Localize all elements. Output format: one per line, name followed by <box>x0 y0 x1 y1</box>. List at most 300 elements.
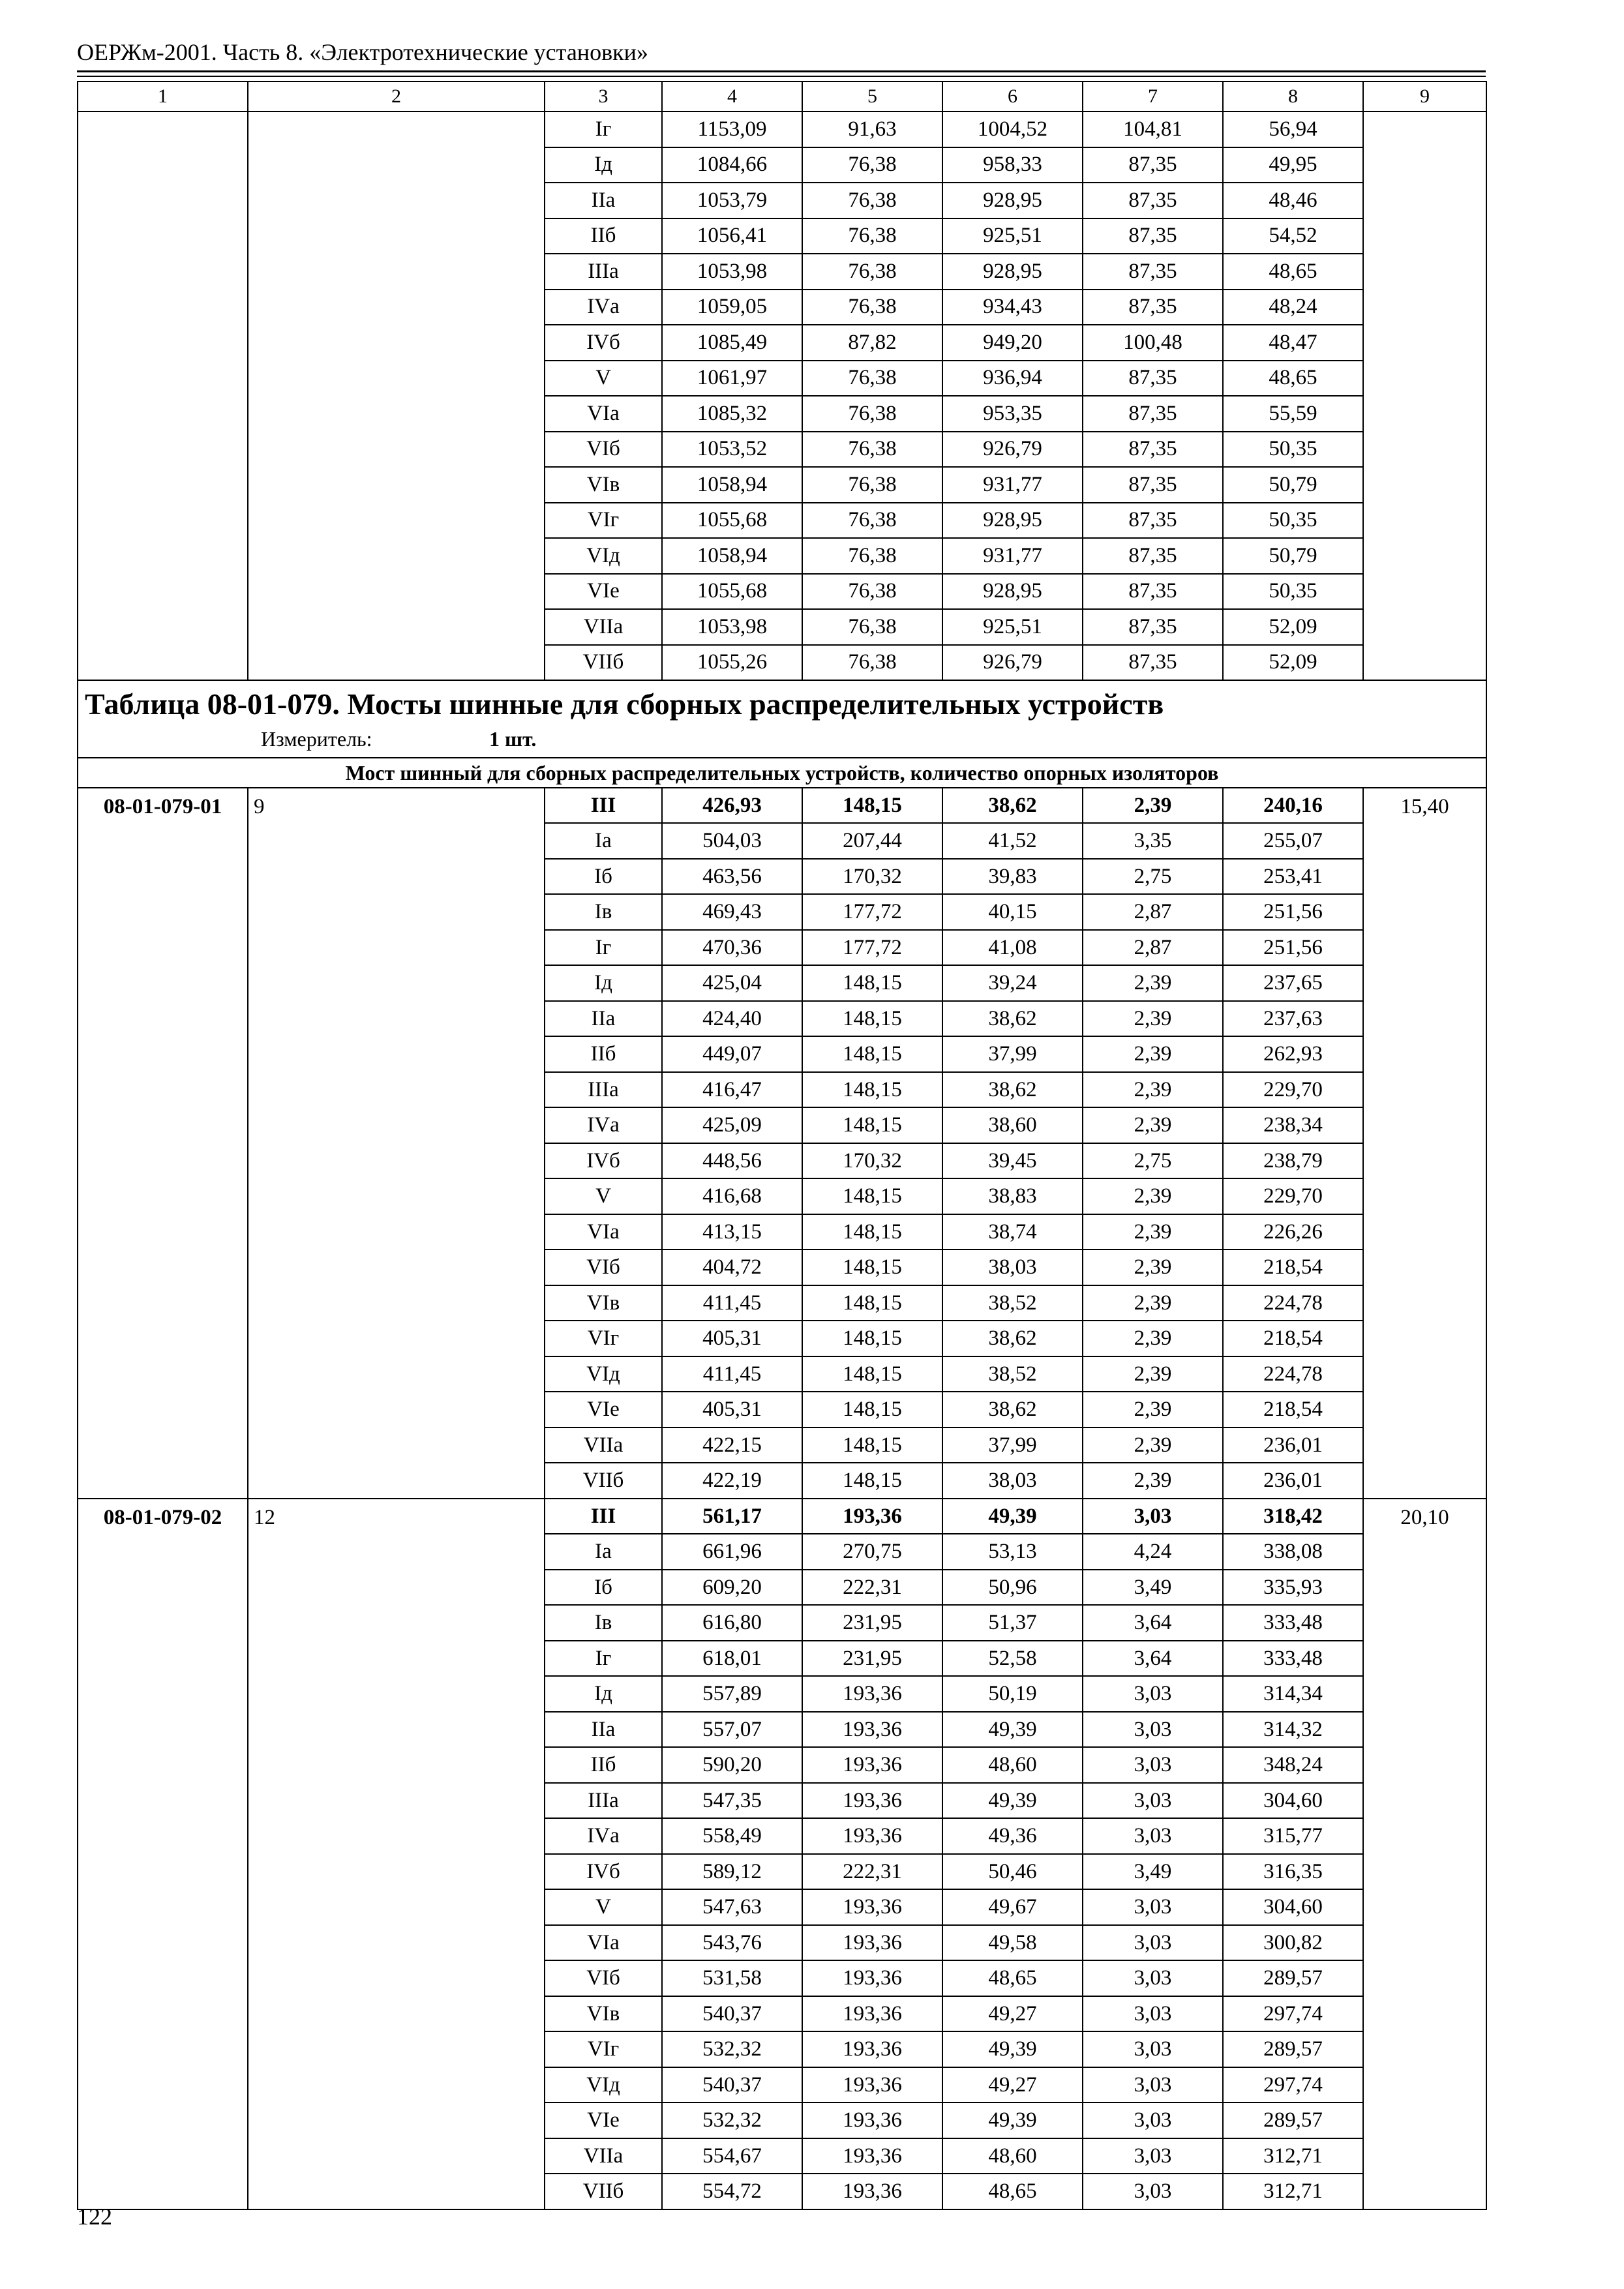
running-header: ОЕРЖм-2001. Часть 8. «Электротехнические установки» <box>77 39 648 65</box>
table-subtitle: Мост шинный для сборных распределительных устройств, количество опорных изоляторов <box>78 758 1486 788</box>
value-cell: 148,15 <box>802 1178 942 1214</box>
value-cell: 3,03 <box>1083 1925 1223 1961</box>
value-cell: 229,70 <box>1223 1178 1363 1214</box>
value-cell: 170,32 <box>802 859 942 895</box>
value-cell: 148,15 <box>802 1001 942 1037</box>
value-cell: 148,15 <box>802 1107 942 1143</box>
value-cell: 193,36 <box>802 1960 942 1996</box>
value-cell: 148,15 <box>802 1214 942 1250</box>
value-cell: 87,35 <box>1083 147 1223 183</box>
meter-value: 1 шт. <box>489 727 537 751</box>
value-cell: 76,38 <box>802 396 942 432</box>
value-cell: 289,57 <box>1223 1960 1363 1996</box>
value-cell: 48,47 <box>1223 325 1363 361</box>
col9-cell: 20,10 <box>1363 1499 1486 2209</box>
zone-cell: Iг <box>545 930 662 966</box>
value-cell: 3,03 <box>1083 1783 1223 1819</box>
value-cell: 547,35 <box>662 1783 802 1819</box>
column-number-cell: 1 <box>78 82 248 112</box>
zone-cell: III <box>545 1499 662 1534</box>
value-cell: 561,17 <box>662 1499 802 1534</box>
rates-table-body <box>78 112 1486 2209</box>
zone-cell: VIIб <box>545 1463 662 1499</box>
zone-cell: IVа <box>545 290 662 325</box>
table-subtitle-row <box>78 758 1486 788</box>
value-cell: 262,93 <box>1223 1036 1363 1072</box>
zone-cell: Iв <box>545 1605 662 1641</box>
value-cell: 38,62 <box>942 1001 1083 1037</box>
value-cell: 1053,98 <box>662 254 802 290</box>
value-cell: 557,89 <box>662 1676 802 1712</box>
zone-cell: VIб <box>545 1249 662 1285</box>
value-cell: 3,49 <box>1083 1854 1223 1890</box>
value-cell: 333,48 <box>1223 1605 1363 1641</box>
value-cell: 48,65 <box>942 1960 1083 1996</box>
value-cell: 661,96 <box>662 1534 802 1570</box>
value-cell: 289,57 <box>1223 2102 1363 2138</box>
value-cell: 218,54 <box>1223 1392 1363 1428</box>
value-cell: 1053,98 <box>662 609 802 645</box>
zone-cell: III <box>545 788 662 824</box>
value-cell: 2,39 <box>1083 1107 1223 1143</box>
zone-cell: VIд <box>545 2067 662 2103</box>
value-cell: 554,67 <box>662 2138 802 2174</box>
zone-cell: VIг <box>545 2031 662 2067</box>
value-cell: 469,43 <box>662 894 802 930</box>
value-cell: 76,38 <box>802 361 942 396</box>
column-number-header <box>78 82 1486 112</box>
table-title: Таблица 08-01-079. Мосты шинные для сборных распределительных устройств <box>85 687 1164 721</box>
value-cell: 54,52 <box>1223 218 1363 254</box>
value-cell: 609,20 <box>662 1570 802 1606</box>
value-cell: 312,71 <box>1223 2174 1363 2209</box>
table-row-total <box>78 1499 1486 1534</box>
value-cell: 3,64 <box>1083 1641 1223 1677</box>
zone-cell: IIб <box>545 218 662 254</box>
value-cell: 425,09 <box>662 1107 802 1143</box>
column-number-cell: 8 <box>1223 82 1363 112</box>
value-cell: 50,35 <box>1223 503 1363 539</box>
value-cell: 2,39 <box>1083 1249 1223 1285</box>
value-cell: 270,75 <box>802 1534 942 1570</box>
value-cell: 2,39 <box>1083 1392 1223 1428</box>
value-cell: 76,38 <box>802 147 942 183</box>
zone-cell: V <box>545 1889 662 1925</box>
zone-cell: IIIа <box>545 254 662 290</box>
value-cell: 554,72 <box>662 2174 802 2209</box>
value-cell: 87,35 <box>1083 396 1223 432</box>
value-cell: 193,36 <box>802 1747 942 1783</box>
value-cell: 193,36 <box>802 1925 942 1961</box>
value-cell: 38,03 <box>942 1463 1083 1499</box>
value-cell: 547,63 <box>662 1889 802 1925</box>
meter-label: Измеритель: <box>261 727 372 751</box>
value-cell: 87,35 <box>1083 432 1223 468</box>
code-cell: 08-01-079-02 <box>78 1499 248 2209</box>
value-cell: 925,51 <box>942 609 1083 645</box>
value-cell: 37,99 <box>942 1428 1083 1463</box>
value-cell: 2,87 <box>1083 894 1223 930</box>
value-cell: 76,38 <box>802 645 942 681</box>
value-cell: 3,03 <box>1083 2138 1223 2174</box>
value-cell: 49,39 <box>942 1783 1083 1819</box>
value-cell: 3,03 <box>1083 1712 1223 1748</box>
value-cell: 237,65 <box>1223 965 1363 1001</box>
value-cell: 49,27 <box>942 1996 1083 2032</box>
zone-cell: IVа <box>545 1818 662 1854</box>
value-cell: 38,62 <box>942 788 1083 824</box>
zone-cell: VIа <box>545 1214 662 1250</box>
value-cell: 405,31 <box>662 1392 802 1428</box>
value-cell: 87,35 <box>1083 503 1223 539</box>
param-cell: 9 <box>248 788 545 1499</box>
zone-cell: Iв <box>545 894 662 930</box>
value-cell: 540,37 <box>662 1996 802 2032</box>
value-cell: 3,03 <box>1083 1889 1223 1925</box>
value-cell: 38,62 <box>942 1072 1083 1108</box>
value-cell: 1085,49 <box>662 325 802 361</box>
zone-cell: Iа <box>545 823 662 859</box>
table-row-total <box>78 788 1486 824</box>
zone-cell: Iд <box>545 1676 662 1712</box>
value-cell: 1055,68 <box>662 503 802 539</box>
column-number-cell: 4 <box>662 82 802 112</box>
value-cell: 48,60 <box>942 2138 1083 2174</box>
value-cell: 253,41 <box>1223 859 1363 895</box>
value-cell: 3,03 <box>1083 1499 1223 1534</box>
zone-cell: VIIа <box>545 609 662 645</box>
value-cell: 557,07 <box>662 1712 802 1748</box>
value-cell: 49,39 <box>942 1499 1083 1534</box>
value-cell: 3,03 <box>1083 1996 1223 2032</box>
zone-cell: VIв <box>545 467 662 503</box>
value-cell: 237,63 <box>1223 1001 1363 1037</box>
code-cell-empty <box>78 112 248 680</box>
value-cell: 193,36 <box>802 1818 942 1854</box>
zone-cell: VIIб <box>545 2174 662 2209</box>
value-cell: 56,94 <box>1223 112 1363 147</box>
value-cell: 193,36 <box>802 1712 942 1748</box>
column-number-cell: 2 <box>248 82 545 112</box>
value-cell: 1055,26 <box>662 645 802 681</box>
value-cell: 926,79 <box>942 645 1083 681</box>
value-cell: 504,03 <box>662 823 802 859</box>
value-cell: 411,45 <box>662 1356 802 1392</box>
value-cell: 87,35 <box>1083 574 1223 610</box>
value-cell: 38,52 <box>942 1285 1083 1321</box>
value-cell: 52,58 <box>942 1641 1083 1677</box>
value-cell: 4,24 <box>1083 1534 1223 1570</box>
zone-cell: IIа <box>545 1712 662 1748</box>
value-cell: 1056,41 <box>662 218 802 254</box>
value-cell: 148,15 <box>802 1249 942 1285</box>
value-cell: 589,12 <box>662 1854 802 1890</box>
value-cell: 148,15 <box>802 1428 942 1463</box>
value-cell: 422,19 <box>662 1463 802 1499</box>
value-cell: 236,01 <box>1223 1428 1363 1463</box>
param-cell: 12 <box>248 1499 545 2209</box>
value-cell: 463,56 <box>662 859 802 895</box>
zone-cell: VIб <box>545 432 662 468</box>
value-cell: 958,33 <box>942 147 1083 183</box>
value-cell: 49,39 <box>942 1712 1083 1748</box>
value-cell: 936,94 <box>942 361 1083 396</box>
value-cell: 251,56 <box>1223 930 1363 966</box>
zone-cell: IVа <box>545 1107 662 1143</box>
value-cell: 2,39 <box>1083 1285 1223 1321</box>
value-cell: 76,38 <box>802 574 942 610</box>
value-cell: 49,36 <box>942 1818 1083 1854</box>
code-cell: 08-01-079-01 <box>78 788 248 1499</box>
value-cell: 87,35 <box>1083 218 1223 254</box>
zone-cell: Iб <box>545 1570 662 1606</box>
value-cell: 170,32 <box>802 1143 942 1179</box>
value-cell: 87,35 <box>1083 538 1223 574</box>
value-cell: 193,36 <box>802 1996 942 2032</box>
value-cell: 448,56 <box>662 1143 802 1179</box>
value-cell: 55,59 <box>1223 396 1363 432</box>
value-cell: 348,24 <box>1223 1747 1363 1783</box>
value-cell: 411,45 <box>662 1285 802 1321</box>
zone-cell: V <box>545 361 662 396</box>
value-cell: 39,24 <box>942 965 1083 1001</box>
zone-cell: IIб <box>545 1036 662 1072</box>
value-cell: 1053,79 <box>662 183 802 218</box>
value-cell: 193,36 <box>802 2138 942 2174</box>
zone-cell: Iг <box>545 1641 662 1677</box>
zone-cell: IIIа <box>545 1072 662 1108</box>
value-cell: 148,15 <box>802 1321 942 1356</box>
zone-cell: VIд <box>545 1356 662 1392</box>
param-cell-empty <box>248 112 545 680</box>
value-cell: 2,75 <box>1083 1143 1223 1179</box>
value-cell: 1058,94 <box>662 467 802 503</box>
page-number: 122 <box>77 2204 112 2230</box>
value-cell: 333,48 <box>1223 1641 1363 1677</box>
value-cell: 300,82 <box>1223 1925 1363 1961</box>
value-cell: 87,35 <box>1083 361 1223 396</box>
zone-cell: IVб <box>545 1854 662 1890</box>
value-cell: 39,83 <box>942 859 1083 895</box>
value-cell: 222,31 <box>802 1854 942 1890</box>
value-cell: 616,80 <box>662 1605 802 1641</box>
table-row <box>78 112 1486 147</box>
value-cell: 49,39 <box>942 2031 1083 2067</box>
value-cell: 51,37 <box>942 1605 1083 1641</box>
value-cell: 424,40 <box>662 1001 802 1037</box>
zone-cell: VIв <box>545 1996 662 2032</box>
value-cell: 2,39 <box>1083 1178 1223 1214</box>
col9-cell: 15,40 <box>1363 788 1486 1499</box>
value-cell: 3,03 <box>1083 2102 1223 2138</box>
zone-cell: VIв <box>545 1285 662 1321</box>
value-cell: 148,15 <box>802 1356 942 1392</box>
value-cell: 222,31 <box>802 1570 942 1606</box>
value-cell: 193,36 <box>802 2067 942 2103</box>
zone-cell: IIб <box>545 1747 662 1783</box>
value-cell: 2,39 <box>1083 965 1223 1001</box>
value-cell: 41,52 <box>942 823 1083 859</box>
value-cell: 413,15 <box>662 1214 802 1250</box>
value-cell: 49,95 <box>1223 147 1363 183</box>
zone-cell: Iд <box>545 147 662 183</box>
zone-cell: IVб <box>545 1143 662 1179</box>
value-cell: 148,15 <box>802 1392 942 1428</box>
value-cell: 87,35 <box>1083 183 1223 218</box>
value-cell: 38,03 <box>942 1249 1083 1285</box>
value-cell: 50,35 <box>1223 432 1363 468</box>
value-cell: 1004,52 <box>942 112 1083 147</box>
value-cell: 37,99 <box>942 1036 1083 1072</box>
zone-cell: Iд <box>545 965 662 1001</box>
value-cell: 38,52 <box>942 1356 1083 1392</box>
zone-cell: IIа <box>545 183 662 218</box>
value-cell: 1153,09 <box>662 112 802 147</box>
value-cell: 297,74 <box>1223 2067 1363 2103</box>
value-cell: 1061,97 <box>662 361 802 396</box>
value-cell: 312,71 <box>1223 2138 1363 2174</box>
value-cell: 297,74 <box>1223 1996 1363 2032</box>
value-cell: 148,15 <box>802 788 942 824</box>
value-cell: 540,37 <box>662 2067 802 2103</box>
value-cell: 422,15 <box>662 1428 802 1463</box>
value-cell: 470,36 <box>662 930 802 966</box>
column-number-row <box>78 82 1486 112</box>
value-cell: 193,36 <box>802 2102 942 2138</box>
value-cell: 416,47 <box>662 1072 802 1108</box>
value-cell: 314,34 <box>1223 1676 1363 1712</box>
value-cell: 316,35 <box>1223 1854 1363 1890</box>
value-cell: 49,39 <box>942 2102 1083 2138</box>
value-cell: 251,56 <box>1223 894 1363 930</box>
value-cell: 2,39 <box>1083 1356 1223 1392</box>
value-cell: 931,77 <box>942 538 1083 574</box>
zone-cell: Iг <box>545 112 662 147</box>
value-cell: 3,64 <box>1083 1605 1223 1641</box>
value-cell: 2,39 <box>1083 1001 1223 1037</box>
zone-cell: VIIа <box>545 1428 662 1463</box>
value-cell: 49,58 <box>942 1925 1083 1961</box>
zone-cell: IVб <box>545 325 662 361</box>
value-cell: 928,95 <box>942 574 1083 610</box>
value-cell: 338,08 <box>1223 1534 1363 1570</box>
value-cell: 76,38 <box>802 467 942 503</box>
zone-cell: Iа <box>545 1534 662 1570</box>
value-cell: 240,16 <box>1223 788 1363 824</box>
value-cell: 949,20 <box>942 325 1083 361</box>
value-cell: 207,44 <box>802 823 942 859</box>
value-cell: 148,15 <box>802 1285 942 1321</box>
value-cell: 48,65 <box>1223 361 1363 396</box>
value-cell: 148,15 <box>802 965 942 1001</box>
value-cell: 87,35 <box>1083 467 1223 503</box>
zone-cell: VIг <box>545 1321 662 1356</box>
value-cell: 177,72 <box>802 930 942 966</box>
value-cell: 76,38 <box>802 609 942 645</box>
value-cell: 416,68 <box>662 1178 802 1214</box>
value-cell: 318,42 <box>1223 1499 1363 1534</box>
value-cell: 2,39 <box>1083 788 1223 824</box>
value-cell: 558,49 <box>662 1818 802 1854</box>
value-cell: 1053,52 <box>662 432 802 468</box>
value-cell: 928,95 <box>942 183 1083 218</box>
value-cell: 76,38 <box>802 503 942 539</box>
value-cell: 87,35 <box>1083 645 1223 681</box>
value-cell: 2,39 <box>1083 1321 1223 1356</box>
value-cell: 218,54 <box>1223 1321 1363 1356</box>
value-cell: 50,96 <box>942 1570 1083 1606</box>
value-cell: 231,95 <box>802 1641 942 1677</box>
zone-cell: VIIб <box>545 645 662 681</box>
value-cell: 3,03 <box>1083 1960 1223 1996</box>
column-number-cell: 5 <box>802 82 942 112</box>
value-cell: 236,01 <box>1223 1463 1363 1499</box>
value-cell: 3,03 <box>1083 2031 1223 2067</box>
header-rule-thin <box>77 76 1486 77</box>
value-cell: 38,62 <box>942 1392 1083 1428</box>
value-cell: 148,15 <box>802 1463 942 1499</box>
value-cell: 53,13 <box>942 1534 1083 1570</box>
value-cell: 335,93 <box>1223 1570 1363 1606</box>
value-cell: 425,04 <box>662 965 802 1001</box>
value-cell: 931,77 <box>942 467 1083 503</box>
value-cell: 925,51 <box>942 218 1083 254</box>
zone-cell: VIе <box>545 1392 662 1428</box>
value-cell: 532,32 <box>662 2031 802 2067</box>
column-number-cell: 6 <box>942 82 1083 112</box>
value-cell: 193,36 <box>802 1499 942 1534</box>
value-cell: 934,43 <box>942 290 1083 325</box>
column-number-cell: 3 <box>545 82 662 112</box>
value-cell: 315,77 <box>1223 1818 1363 1854</box>
value-cell: 238,34 <box>1223 1107 1363 1143</box>
value-cell: 87,35 <box>1083 290 1223 325</box>
value-cell: 3,35 <box>1083 823 1223 859</box>
zone-cell: IIIа <box>545 1783 662 1819</box>
value-cell: 229,70 <box>1223 1072 1363 1108</box>
header-rule <box>77 70 1486 72</box>
value-cell: 50,46 <box>942 1854 1083 1890</box>
value-cell: 2,39 <box>1083 1428 1223 1463</box>
value-cell: 3,49 <box>1083 1570 1223 1606</box>
zone-cell: IIа <box>545 1001 662 1037</box>
value-cell: 590,20 <box>662 1747 802 1783</box>
value-cell: 48,65 <box>1223 254 1363 290</box>
value-cell: 1085,32 <box>662 396 802 432</box>
value-cell: 87,82 <box>802 325 942 361</box>
value-cell: 314,32 <box>1223 1712 1363 1748</box>
value-cell: 91,63 <box>802 112 942 147</box>
value-cell: 39,45 <box>942 1143 1083 1179</box>
table-title-cell <box>78 680 1486 758</box>
value-cell: 2,39 <box>1083 1214 1223 1250</box>
value-cell: 928,95 <box>942 254 1083 290</box>
value-cell: 76,38 <box>802 183 942 218</box>
value-cell: 289,57 <box>1223 2031 1363 2067</box>
value-cell: 2,75 <box>1083 859 1223 895</box>
value-cell: 50,79 <box>1223 467 1363 503</box>
value-cell: 177,72 <box>802 894 942 930</box>
value-cell: 52,09 <box>1223 609 1363 645</box>
value-cell: 1059,05 <box>662 290 802 325</box>
value-cell: 48,60 <box>942 1747 1083 1783</box>
value-cell: 3,03 <box>1083 2067 1223 2103</box>
value-cell: 104,81 <box>1083 112 1223 147</box>
value-cell: 76,38 <box>802 254 942 290</box>
value-cell: 76,38 <box>802 538 942 574</box>
value-cell: 49,27 <box>942 2067 1083 2103</box>
value-cell: 38,83 <box>942 1178 1083 1214</box>
